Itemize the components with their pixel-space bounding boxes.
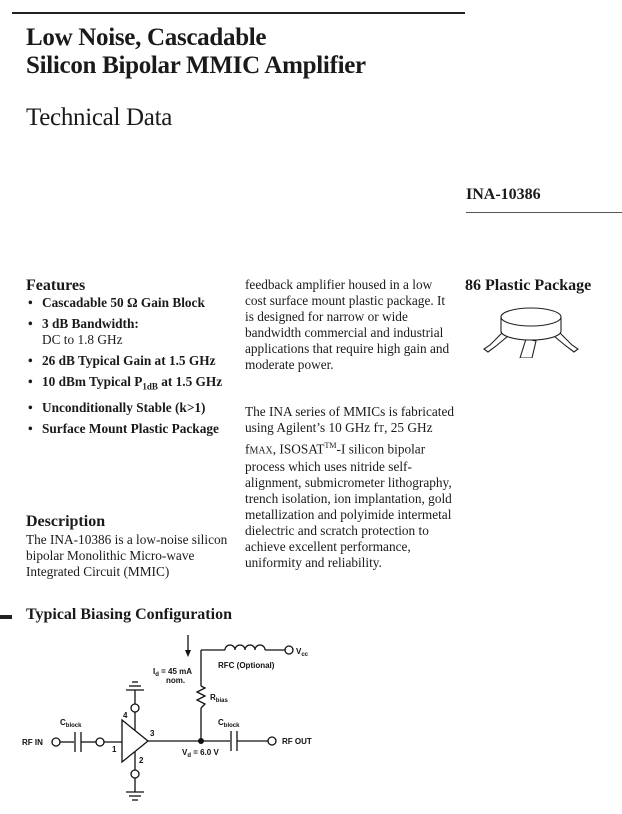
resistor-icon [197, 686, 205, 708]
junction-dot [198, 738, 204, 744]
description-paragraph-1: The INA-10386 is a low-noise silicon bipolar Monolithic Micro-wave Integrated Circuit (MMIC) [26, 532, 228, 579]
description-paragraph-1-continued: feedback amplifier housed in a low cost surface mount plastic package. It is designed for narrow or wide bandwidth commercial and industrial applications that require high gain and moderate power. [245, 277, 450, 372]
nom-label: nom. [166, 676, 186, 685]
pin-1-label: 1 [112, 745, 117, 754]
title-line-2: Silicon Bipolar MMIC Amplifier [26, 52, 366, 79]
rbias-label: $R_{bias}$ [210, 693, 228, 704]
cblock-in-label: $C_{block}$ [60, 718, 82, 729]
rf-in-port-icon [52, 738, 60, 746]
rf-out-port-icon [268, 737, 276, 745]
features-heading: Features [26, 277, 86, 294]
feature-item: • 3 dB Bandwidth: DC to 1.8 GHz [28, 316, 139, 347]
pin-2-label: 2 [139, 756, 144, 765]
bullet-icon: • [28, 353, 33, 368]
rf-out-label: RF OUT [282, 737, 312, 746]
document-title [26, 24, 366, 80]
section-marker [0, 615, 12, 619]
vcc-port-icon [285, 646, 293, 654]
plastic-package-icon [480, 303, 585, 358]
biasing-heading: Typical Biasing Configuration [26, 606, 232, 623]
feature-item: • 26 dB Typical Gain at 1.5 GHz [28, 353, 216, 368]
top-rule [12, 12, 465, 14]
subtitle: Technical Data [26, 104, 173, 131]
bullet-icon: • [28, 316, 33, 331]
part-number-rule [466, 212, 622, 213]
id-label: $I_d = 45$ mA [153, 667, 193, 678]
biasing-circuit-diagram [0, 630, 340, 814]
part-number: INA-10386 [466, 186, 541, 203]
package-title: 86 Plastic Package [465, 277, 592, 294]
feature-item: • Surface Mount Plastic Package [28, 420, 219, 436]
bullet-icon: • [28, 399, 33, 415]
vcc-label: $V_{cc}$ [296, 647, 309, 658]
rf-in-label: RF IN [22, 738, 43, 747]
description-paragraph-2: The INA series of MMICs is fabricated using Agilent’s 10 GHz fT, 25 GHz fMAX, ISOSAT™-I silicon bipolar process which uses nitride self-alignment, submicrometer lithography, trench isolation, ion implantation, gold metallization and polyimide intermetal dielectric and scratch protection to achieve excellent performance, uniformity and reliability. [245, 404, 455, 571]
vd-label: $V_d = 6.0$ V [182, 748, 219, 759]
features-list [26, 295, 241, 442]
bullet-icon: • [28, 295, 33, 310]
pin-4-label: 4 [123, 711, 128, 720]
pin-3-label: 3 [150, 729, 155, 738]
inductor-icon [225, 645, 265, 650]
cblock-out-label: $C_{block}$ [218, 718, 240, 729]
description-heading: Description [26, 513, 106, 530]
feature-item: • Unconditionally Stable (k>1) [28, 399, 206, 415]
bullet-icon: • [28, 420, 33, 436]
rfc-label: RFC (Optional) [218, 661, 275, 670]
feature-item: • Cascadable 50 Ω Gain Block [28, 295, 205, 310]
bullet-icon: • [28, 374, 33, 389]
title-line-1: Low Noise, Cascadable [26, 24, 267, 51]
feature-item: • 10 dBm Typical $P_{1dB}$ at 1.5 GHz [28, 374, 223, 392]
